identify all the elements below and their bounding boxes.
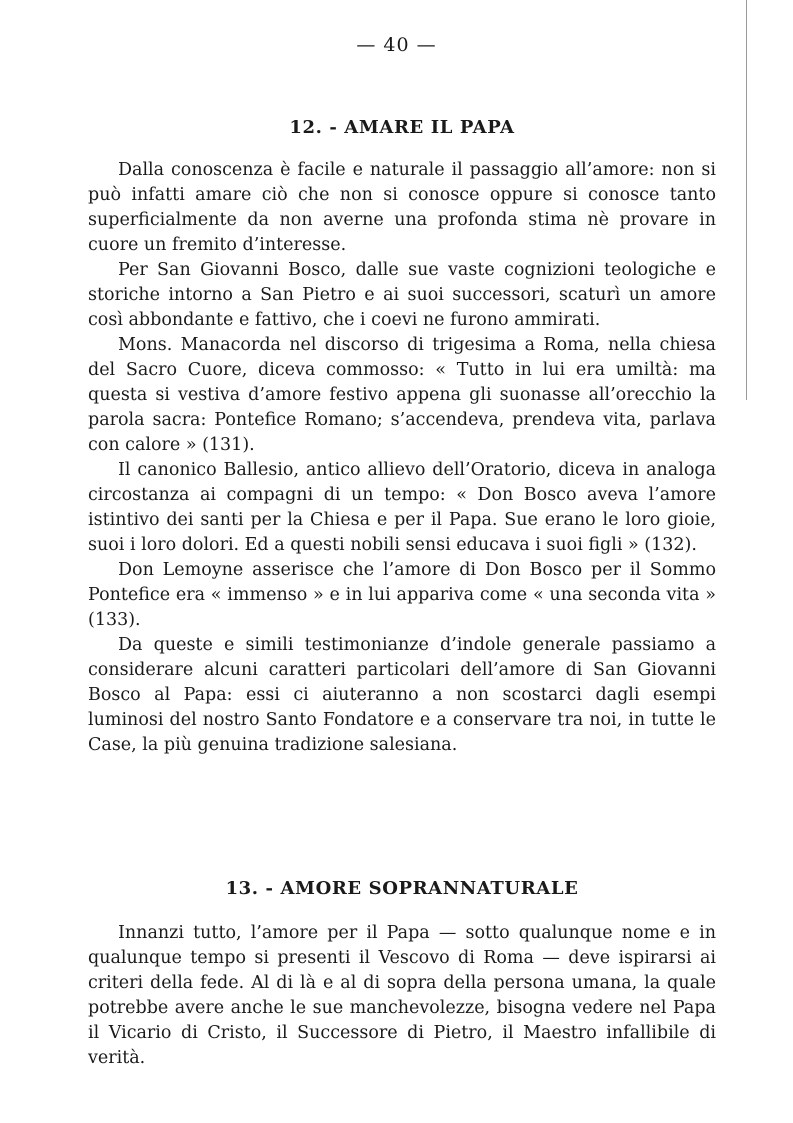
paragraph: Per San Giovanni Bosco, dalle sue vaste cognizioni teologiche e storiche intorno a San Pietro e ai suoi successori, scaturì un amore così abbondante e fattivo, che i coevi ne furono ammirati. [88, 260, 716, 330]
section-body-12 [88, 158, 716, 758]
section-heading-13: 13. - AMORE SOPRANNATURALE [225, 878, 579, 899]
paragraph: Il canonico Ballesio, antico allievo dell’Oratorio, diceva in analoga circostanza ai compagni di un tempo: « Don Bosco aveva l’amore istintivo dei santi per la Chiesa e per il Papa. Sue erano le loro gioie, suoi i loro dolori. Ed a questi nobili sensi educava i suoi figli » (132). [88, 460, 716, 555]
paragraph: Dalla conoscenza è facile e naturale il passaggio all’amore: non si può infatti amare ciò che non si conosce oppure si conosce tanto superficialmente da non averne una profonda stima nè provare in cuore un fremito d’interesse. [88, 160, 716, 255]
paragraph: Innanzi tutto, l’amore per il Papa — sotto qualunque nome e in qualunque tempo si presenti il Vescovo di Roma — deve ispirarsi ai criteri della fede. Al di là e al di sopra della persona umana, la quale potrebbe avere anche le sue manchevolezze, bisogna vedere nel Papa il Vicario di Cristo, il Successore di Pietro, il Maestro infallibile di verità. [88, 923, 716, 1068]
section-heading-12: 12. - AMARE IL PAPA [289, 117, 515, 138]
page-edge-rule [746, 0, 747, 400]
paragraph: Mons. Manacorda nel discorso di trigesima a Roma, nella chiesa del Sacro Cuore, diceva commosso: « Tutto in lui era umiltà: ma questa si vestiva d’amore festivo appena gli suonasse all’orecchio la parola sacra: Pontefice Romano; s’accendeva, prendeva vita, parlava con calore » (131). [88, 335, 716, 455]
paragraph: Da queste e simili testimonianze d’indole generale passiamo a considerare alcuni caratteri particolari dell’amore di San Giovanni Bosco al Papa: essi ci aiuteranno a non scostarci dagli esempi luminosi del nostro Santo Fondatore e a conservare tra noi, in tutte le Case, la più genuina tradizione salesiana. [88, 635, 716, 755]
section-body-13 [88, 921, 716, 1071]
page-number: — 40 — [356, 34, 437, 56]
paragraph: Don Lemoyne asserisce che l’amore di Don Bosco per il Sommo Pontefice era « immenso » e in lui appariva come « una seconda vita » (133). [88, 560, 716, 630]
